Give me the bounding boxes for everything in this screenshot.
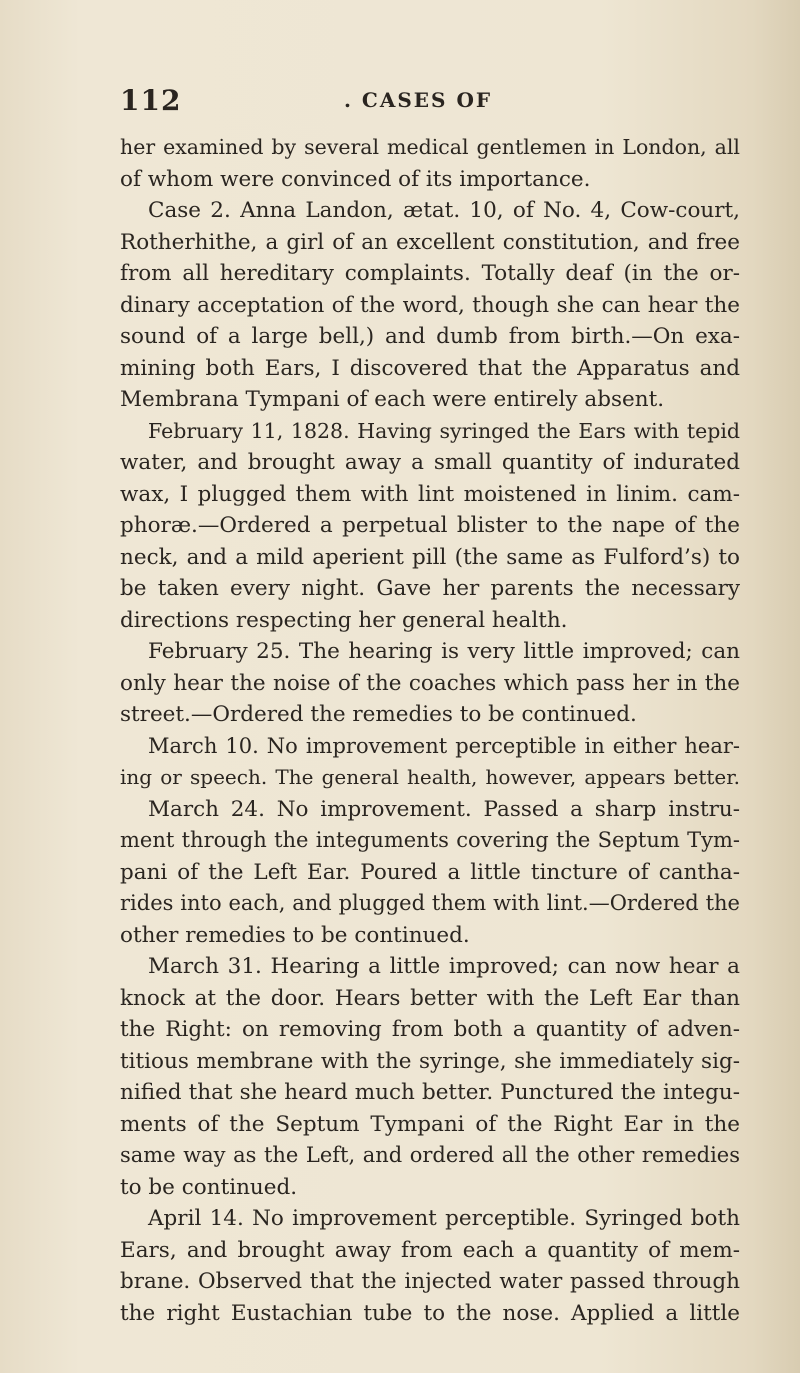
text-line: the Right: on removing from both a quantity of adven- (120, 1017, 740, 1042)
dated-entry-line: February 25. The hearing is very little improved; can (148, 639, 740, 664)
text-line: other remedies to be continued. (120, 922, 470, 948)
dated-entry-line: February 11, 1828. Having syringed the Ears with tepid (148, 418, 740, 443)
text-line: to be continued. (120, 1174, 298, 1200)
text-line: Membrana Tympani of each were entirely absent. (120, 387, 665, 412)
text-line: directions respecting her general health. (120, 607, 568, 633)
text-line: ing or speech. The general health, however, appears better. (120, 765, 740, 789)
text-line: water, and brought away a small quantity of indurated (120, 450, 740, 475)
text-line: of whom were convinced of its importance. (120, 166, 591, 192)
dated-entry-line: April 14. No improvement perceptible. Syringed both (148, 1206, 740, 1231)
text-line: Ears, and brought away from each a quantity of mem- (120, 1237, 740, 1263)
text-line: her examined by several medical gentlemen in London, all (120, 135, 740, 159)
text-line: brane. Observed that the injected water passed through (120, 1269, 740, 1294)
text-line: sound of a large bell,) and dumb from birth.—On exa- (120, 324, 740, 349)
text-line: dinary acceptation of the word, though she can hear the (120, 292, 740, 318)
dated-entry-line: March 31. Hearing a little improved; can now hear a (148, 954, 740, 979)
text-line: titious membrane with the syringe, she immediately sig- (120, 1048, 740, 1074)
text-line: same way as the Left, and ordered all the other remedies (120, 1143, 740, 1167)
text-line: ments of the Septum Tympani of the Right Ear in the (120, 1111, 740, 1137)
text-line: mining both Ears, I discovered that the Apparatus and (120, 355, 740, 381)
dated-entry-line: March 24. No improvement. Passed a sharp instru- (148, 796, 740, 822)
text-line: street.—Ordered the remedies to be continued. (120, 702, 637, 727)
dated-entry-line: March 10. No improvement perceptible in either hear- (148, 733, 740, 758)
text-line: from all hereditary complaints. Totally deaf (in the or- (120, 261, 740, 286)
text-line: ment through the integuments covering the Septum Tym- (120, 828, 740, 852)
text-line: only hear the noise of the coaches which pass her in the (120, 670, 740, 696)
text-line: nified that she heard much better. Punctured the integu- (120, 1080, 740, 1105)
body-text (120, 132, 740, 1329)
text-line: neck, and a mild aperient pill (the same as Fulford’s) to (120, 544, 740, 570)
text-line: rides into each, and plugged them with lint.—Ordered the (120, 891, 740, 915)
text-line: wax, I plugged them with lint moistened in linim. cam- (120, 481, 740, 507)
running-title: . CASES OF (344, 88, 493, 112)
running-head (120, 84, 740, 124)
text-line: be taken every night. Gave her parents the necessary (120, 576, 740, 601)
text-line: pani of the Left Ear. Poured a little tincture of cantha- (120, 859, 740, 885)
page-number: 112 (120, 84, 182, 117)
case-heading-line: Case 2. Anna Landon, ætat. 10, of No. 4, Cow-court, (148, 198, 740, 223)
text-line: Rotherhithe, a girl of an excellent constitution, and free (120, 229, 740, 255)
text-line: the right Eustachian tube to the nose. Applied a little (120, 1300, 740, 1326)
text-line: knock at the door. Hears better with the Left Ear than (120, 985, 740, 1011)
text-line: phoræ.—Ordered a perpetual blister to the nape of the (120, 513, 740, 538)
